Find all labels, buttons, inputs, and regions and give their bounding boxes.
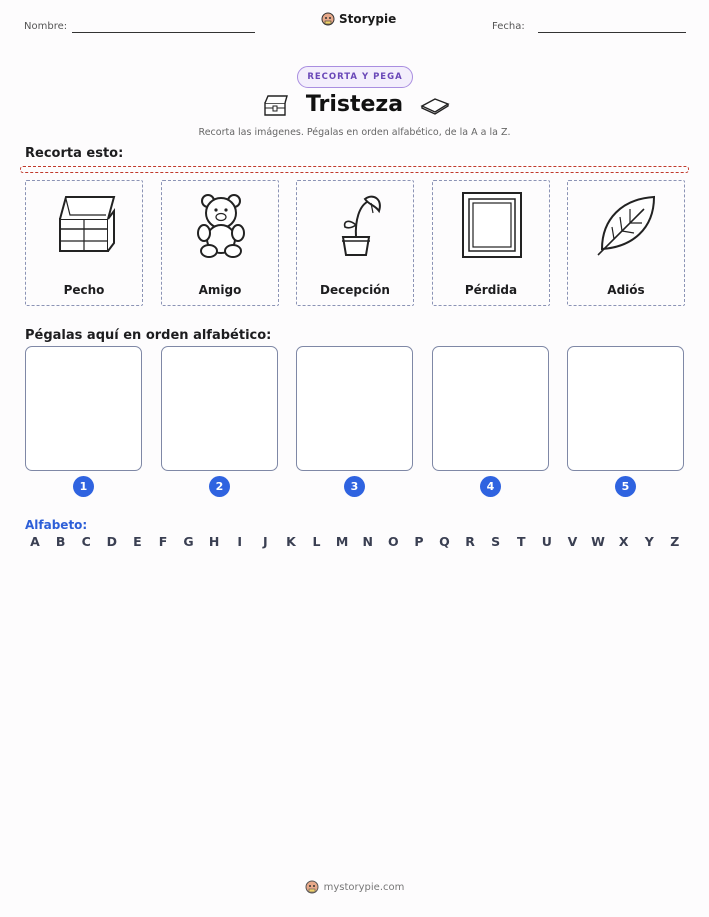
cut-card-perdida[interactable] <box>432 180 550 306</box>
alphabet-letter: J <box>263 534 268 549</box>
date-label: Fecha: <box>492 21 525 32</box>
alphabet-letter: S <box>491 534 501 549</box>
alphabet-letter: M <box>335 534 349 549</box>
paste-slot-3[interactable] <box>296 346 413 471</box>
cut-card-amigo[interactable] <box>161 180 279 306</box>
alphabet-letter: F <box>158 534 168 549</box>
cut-heading: Recorta esto: <box>25 146 124 161</box>
card-label: Adiós <box>607 283 645 297</box>
paste-heading: Pégalas aquí en orden alfabético: <box>25 328 272 343</box>
cut-card-decepcion[interactable] <box>296 180 414 306</box>
alphabet-letter: A <box>30 534 40 549</box>
card-label: Pecho <box>63 283 105 297</box>
alphabet-letter: L <box>312 534 321 549</box>
instructions: Recorta las imágenes. Pégalas en orden alfabético, de la A a la Z. <box>198 127 511 138</box>
book-icon <box>420 95 450 115</box>
card-label: Decepción <box>320 283 390 297</box>
alphabet-letter: Y <box>644 534 654 549</box>
alphabet-letter: V <box>567 534 578 549</box>
brand-name: Storypie <box>339 12 397 26</box>
slot-number: 4 <box>480 476 501 497</box>
card-label: Amigo <box>198 283 242 297</box>
alphabet-letter: H <box>208 534 220 549</box>
alphabet-letter: O <box>387 534 399 549</box>
alphabet-title: Alfabeto: <box>25 518 88 532</box>
footer <box>0 880 709 894</box>
storypie-mascot-icon <box>305 880 319 894</box>
alphabet-letter: N <box>362 534 373 549</box>
name-line[interactable] <box>72 32 255 33</box>
empty-frame-icon <box>457 189 527 259</box>
alphabet-letter: B <box>55 534 66 549</box>
slot-number: 2 <box>209 476 230 497</box>
alphabet-letter: E <box>133 534 142 549</box>
treasure-chest-icon <box>50 189 120 259</box>
alphabet-letter: R <box>465 534 475 549</box>
alphabet-letter: Q <box>439 534 450 549</box>
footer-url[interactable]: mystorypie.com <box>323 881 405 893</box>
slot-number: 1 <box>73 476 94 497</box>
slot-number: 3 <box>344 476 365 497</box>
alphabet-letter: W <box>591 534 605 549</box>
activity-badge: RECORTA Y PEGA <box>297 66 413 88</box>
paste-slot-5[interactable] <box>567 346 684 471</box>
storypie-mascot-icon <box>321 12 335 26</box>
slot-number: 5 <box>615 476 636 497</box>
brand-logo <box>321 12 396 26</box>
paste-slot-4[interactable] <box>432 346 549 471</box>
alphabet-letter: X <box>618 534 629 549</box>
date-line[interactable] <box>538 32 686 33</box>
alphabet-row <box>25 534 685 549</box>
paste-slot-1[interactable] <box>25 346 142 471</box>
alphabet-letter: K <box>286 534 296 549</box>
leaf-icon <box>592 189 662 259</box>
cut-card-adios[interactable] <box>567 180 685 306</box>
name-label: Nombre: <box>24 21 68 32</box>
paste-slot-2[interactable] <box>161 346 278 471</box>
alphabet-letter: Z <box>670 534 680 549</box>
alphabet-letter: T <box>517 534 526 549</box>
alphabet-letter: P <box>414 534 424 549</box>
card-label: Pérdida <box>464 283 518 297</box>
cut-card-pecho[interactable] <box>25 180 143 306</box>
alphabet-letter: G <box>183 534 194 549</box>
alphabet-letter: U <box>541 534 552 549</box>
cut-line <box>20 166 689 173</box>
alphabet-letter: I <box>237 534 243 549</box>
wilted-flower-icon <box>321 189 391 259</box>
alphabet-letter: D <box>106 534 117 549</box>
alphabet-letter: C <box>81 534 91 549</box>
worksheet-title: Tristeza <box>305 92 404 117</box>
teddy-bear-icon <box>186 189 256 259</box>
